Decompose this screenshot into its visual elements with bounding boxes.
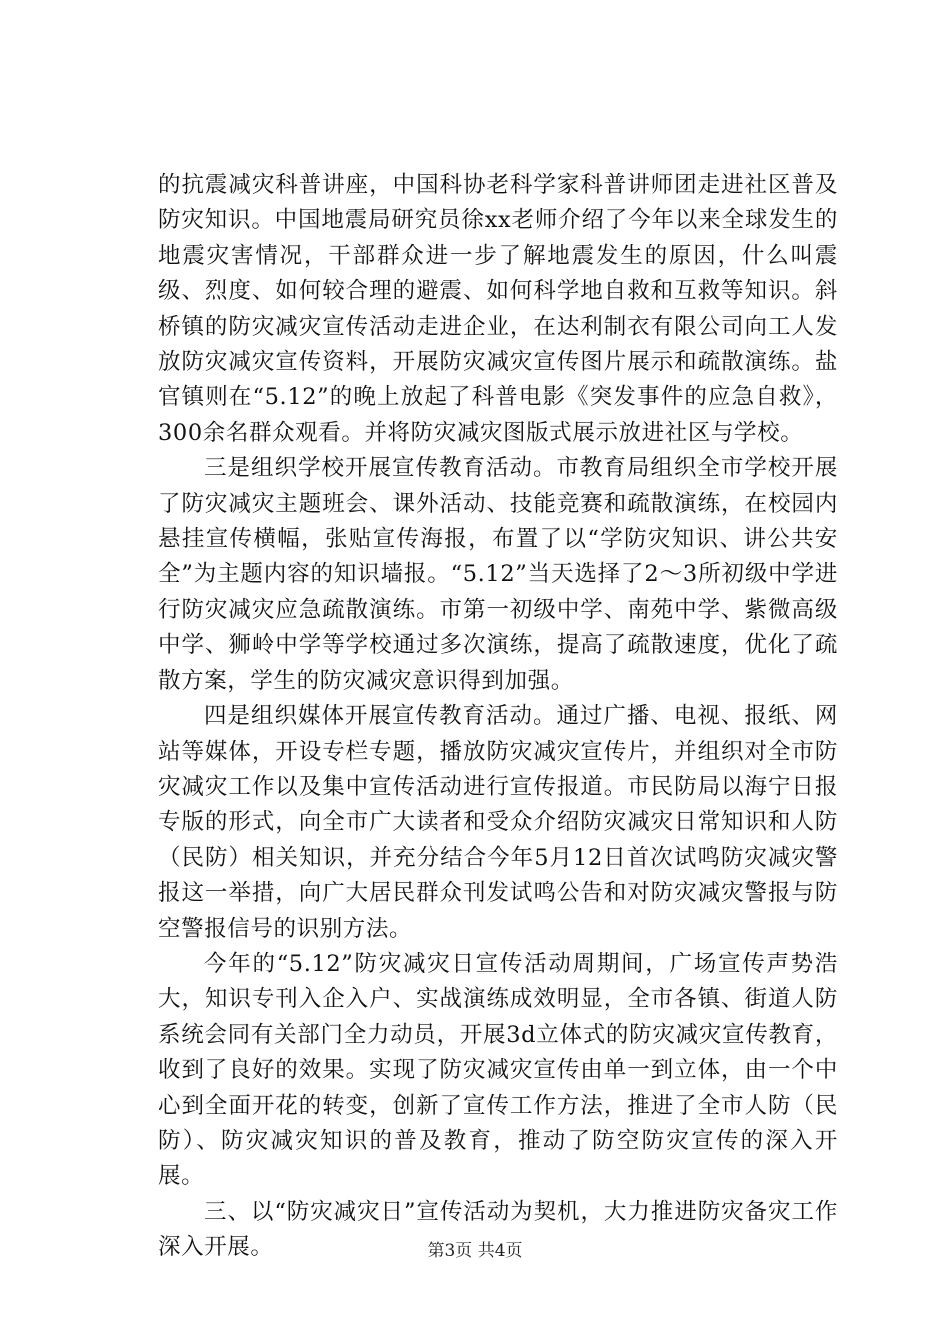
page-footer: 第3页 共4页 [427,1241,523,1261]
paragraph-media-activities: 四是组织媒体开展宣传教育活动。通过广播、电视、报纸、网站等媒体，开设专栏专题，播放防灾减灾宣传片，并组织对全市防灾减灾工作以及集中宣传活动进行宣传报道。市民防局以海宁日报专版的形式，向全市广大读者和受众介绍防灾减灾日常知识和人防（民防）相关知识，并充分结合今年5月12日首次试鸣防灾减灾警报这一举措，向广大居民群众刊发试鸣公告和对防灾减灾警报与防空警报信号的识别方法。 [158,703,838,942]
document-body [158,168,838,1266]
paragraph-section-three-heading: 三、以“防灾减灾日”宣传活动为契机，大力推进防灾备灾工作深入开展。 [158,1198,838,1261]
paragraph-week-summary: 今年的“5.12”防灾减灾日宣传活动周期间，广场宣传声势浩大，知识专刊入企入户、实战演练成效明显，全市各镇、街道人防系统会同有关部门全力动员，开展3d立体式的防灾减灾宣传教育，收到了良好的效果。实现了防灾减灾宣传由单一到立体，由一个中心到全面开花的转变，创新了宣传工作方法，推进了全市人防（民防）、防灾减灾知识的普及教育，推动了防空防灾宣传的深入开展。 [158,950,838,1190]
paragraph-school-activities: 三是组织学校开展宣传教育活动。市教育局组织全市学校开展了防灾减灾主题班会、课外活动、技能竞赛和疏散演练，在校园内悬挂宣传横幅，张贴宣传海报，布置了以“学防灾知识、讲公共安全”为主题内容的知识墙报。“5.12”当天选择了2～3所初级中学进行防灾减灾应急疏散演练。市第一初级中学、南苑中学、紫微高级中学、狮岭中学等学校通过多次演练，提高了疏散速度，优化了疏散方案，学生的防灾减灾意识得到加强。 [158,455,838,694]
paragraph-continued-lecture: 的抗震减灾科普讲座，中国科协老科学家科普讲师团走进社区普及防灾知识。中国地震局研究员徐xx老师介绍了今年以来全球发生的地震灾害情况，干部群众进一步了解地震发生的原因，什么叫震级、烈度、如何较合理的避震、如何科学地自救和互救等知识。斜桥镇的防灾减灾宣传活动走进企业，在达利制衣有限公司向工人发放防灾减灾宣传资料，开展防灾减灾宣传图片展示和疏散演练。盐官镇则在“5.12”的晚上放起了科普电影《突发事件的应急自救》，300余名群众观看。并将防灾减灾图版式展示放进社区与学校。 [158,172,838,446]
